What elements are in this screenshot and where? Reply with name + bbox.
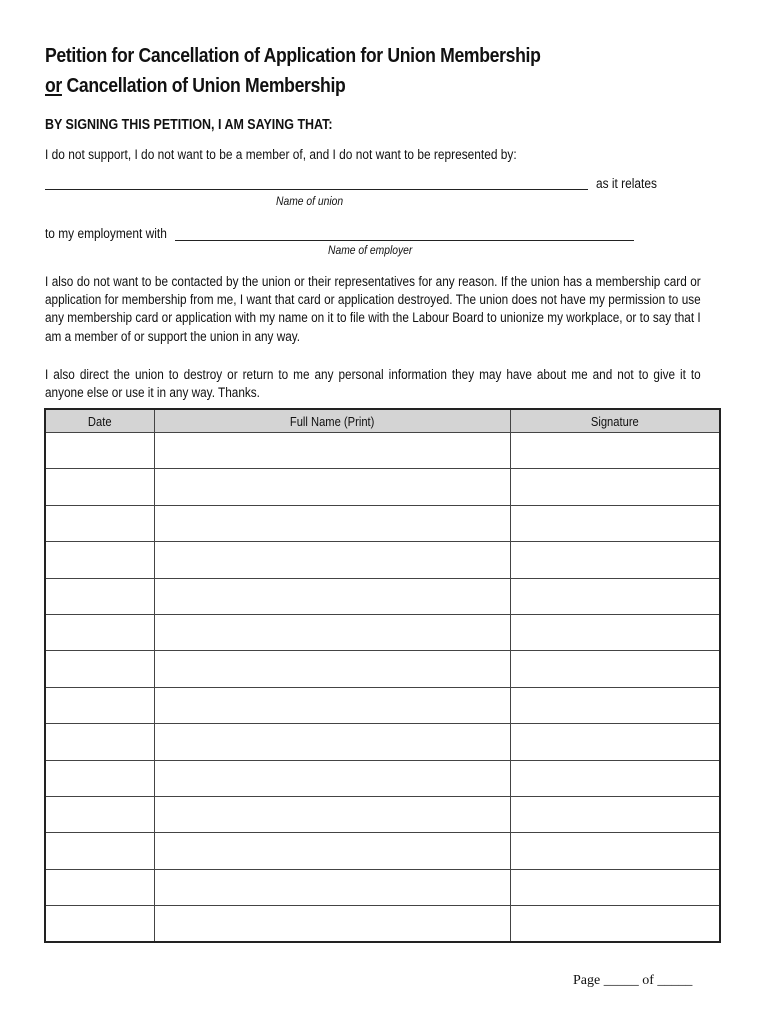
table-row	[45, 469, 720, 505]
intro-text: I do not support, I do not want to be a member of, and I do not want to be represented by:	[45, 147, 517, 163]
signature-cell[interactable]	[511, 433, 720, 469]
full-name-cell[interactable]	[155, 505, 511, 541]
header-full-name: Full Name (Print)	[155, 409, 511, 433]
signature-cell[interactable]	[511, 833, 720, 869]
signature-cell[interactable]	[511, 906, 720, 943]
date-cell[interactable]	[45, 578, 155, 614]
table-body	[45, 433, 720, 943]
table-row	[45, 433, 720, 469]
employment-label: to my employment with	[45, 226, 167, 242]
signature-cell[interactable]	[511, 687, 720, 723]
table-row	[45, 687, 720, 723]
table-row	[45, 505, 720, 541]
date-cell[interactable]	[45, 760, 155, 796]
date-cell[interactable]	[45, 833, 155, 869]
signature-cell[interactable]	[511, 578, 720, 614]
date-cell[interactable]	[45, 505, 155, 541]
full-name-cell[interactable]	[155, 796, 511, 832]
date-cell[interactable]	[45, 433, 155, 469]
full-name-cell[interactable]	[155, 906, 511, 943]
paragraph-contact: I also do not want to be contacted by the union or their representatives for any reason. If the union has a membership card or application for membership from me, I want that card or application destroyed. The union does not have my permission to use any membership card or application with my name on it to file with the Labour Board to unionize my workplace, or to say that I am a member of or support the union in any way.	[45, 274, 701, 345]
date-cell[interactable]	[45, 724, 155, 760]
signature-table	[44, 408, 721, 943]
table-header-row	[45, 409, 720, 433]
title-line-2	[45, 71, 638, 101]
signature-cell[interactable]	[511, 542, 720, 578]
full-name-cell[interactable]	[155, 614, 511, 650]
date-cell[interactable]	[45, 614, 155, 650]
signature-cell[interactable]	[511, 760, 720, 796]
subheading: BY SIGNING THIS PETITION, I AM SAYING THAT:	[45, 117, 333, 133]
table-row	[45, 614, 720, 650]
signature-cell[interactable]	[511, 469, 720, 505]
signature-cell[interactable]	[511, 505, 720, 541]
table-row	[45, 833, 720, 869]
full-name-cell[interactable]	[155, 724, 511, 760]
paragraph-personal-info: I also direct the union to destroy or return to me any personal information they may have about me and not to give it to anyone else or use it in any way. Thanks.	[45, 367, 701, 402]
full-name-cell[interactable]	[155, 687, 511, 723]
table-row	[45, 724, 720, 760]
signature-cell[interactable]	[511, 724, 720, 760]
page-number: Page _____ of _____	[573, 973, 693, 988]
signature-cell[interactable]	[511, 869, 720, 905]
title-line-2-rest: Cancellation of Union Membership	[61, 74, 346, 97]
full-name-cell[interactable]	[155, 469, 511, 505]
table-row	[45, 869, 720, 905]
union-caption: Name of union	[276, 194, 344, 208]
title-line-1: Petition for Cancellation of Application for Union Membership	[45, 44, 541, 67]
table-row	[45, 542, 720, 578]
union-name-line[interactable]	[45, 189, 588, 190]
full-name-cell[interactable]	[155, 760, 511, 796]
full-name-cell[interactable]	[155, 869, 511, 905]
full-name-cell[interactable]	[155, 651, 511, 687]
table-row	[45, 906, 720, 943]
full-name-cell[interactable]	[155, 542, 511, 578]
signature-cell[interactable]	[511, 796, 720, 832]
employer-name-line[interactable]	[175, 240, 634, 241]
document-title	[45, 41, 638, 101]
date-cell[interactable]	[45, 469, 155, 505]
full-name-cell[interactable]	[155, 833, 511, 869]
date-cell[interactable]	[45, 906, 155, 943]
full-name-cell[interactable]	[155, 578, 511, 614]
employer-caption: Name of employer	[328, 243, 413, 257]
date-cell[interactable]	[45, 651, 155, 687]
table-row	[45, 796, 720, 832]
signature-cell[interactable]	[511, 614, 720, 650]
date-cell[interactable]	[45, 869, 155, 905]
header-signature: Signature	[511, 409, 720, 433]
table-row	[45, 578, 720, 614]
signature-cell[interactable]	[511, 651, 720, 687]
table-row	[45, 760, 720, 796]
title-or: or	[45, 74, 62, 97]
header-date: Date	[45, 409, 155, 433]
date-cell[interactable]	[45, 687, 155, 723]
as-it-relates-text: as it relates	[596, 176, 657, 192]
date-cell[interactable]	[45, 542, 155, 578]
table-row	[45, 651, 720, 687]
date-cell[interactable]	[45, 796, 155, 832]
full-name-cell[interactable]	[155, 433, 511, 469]
